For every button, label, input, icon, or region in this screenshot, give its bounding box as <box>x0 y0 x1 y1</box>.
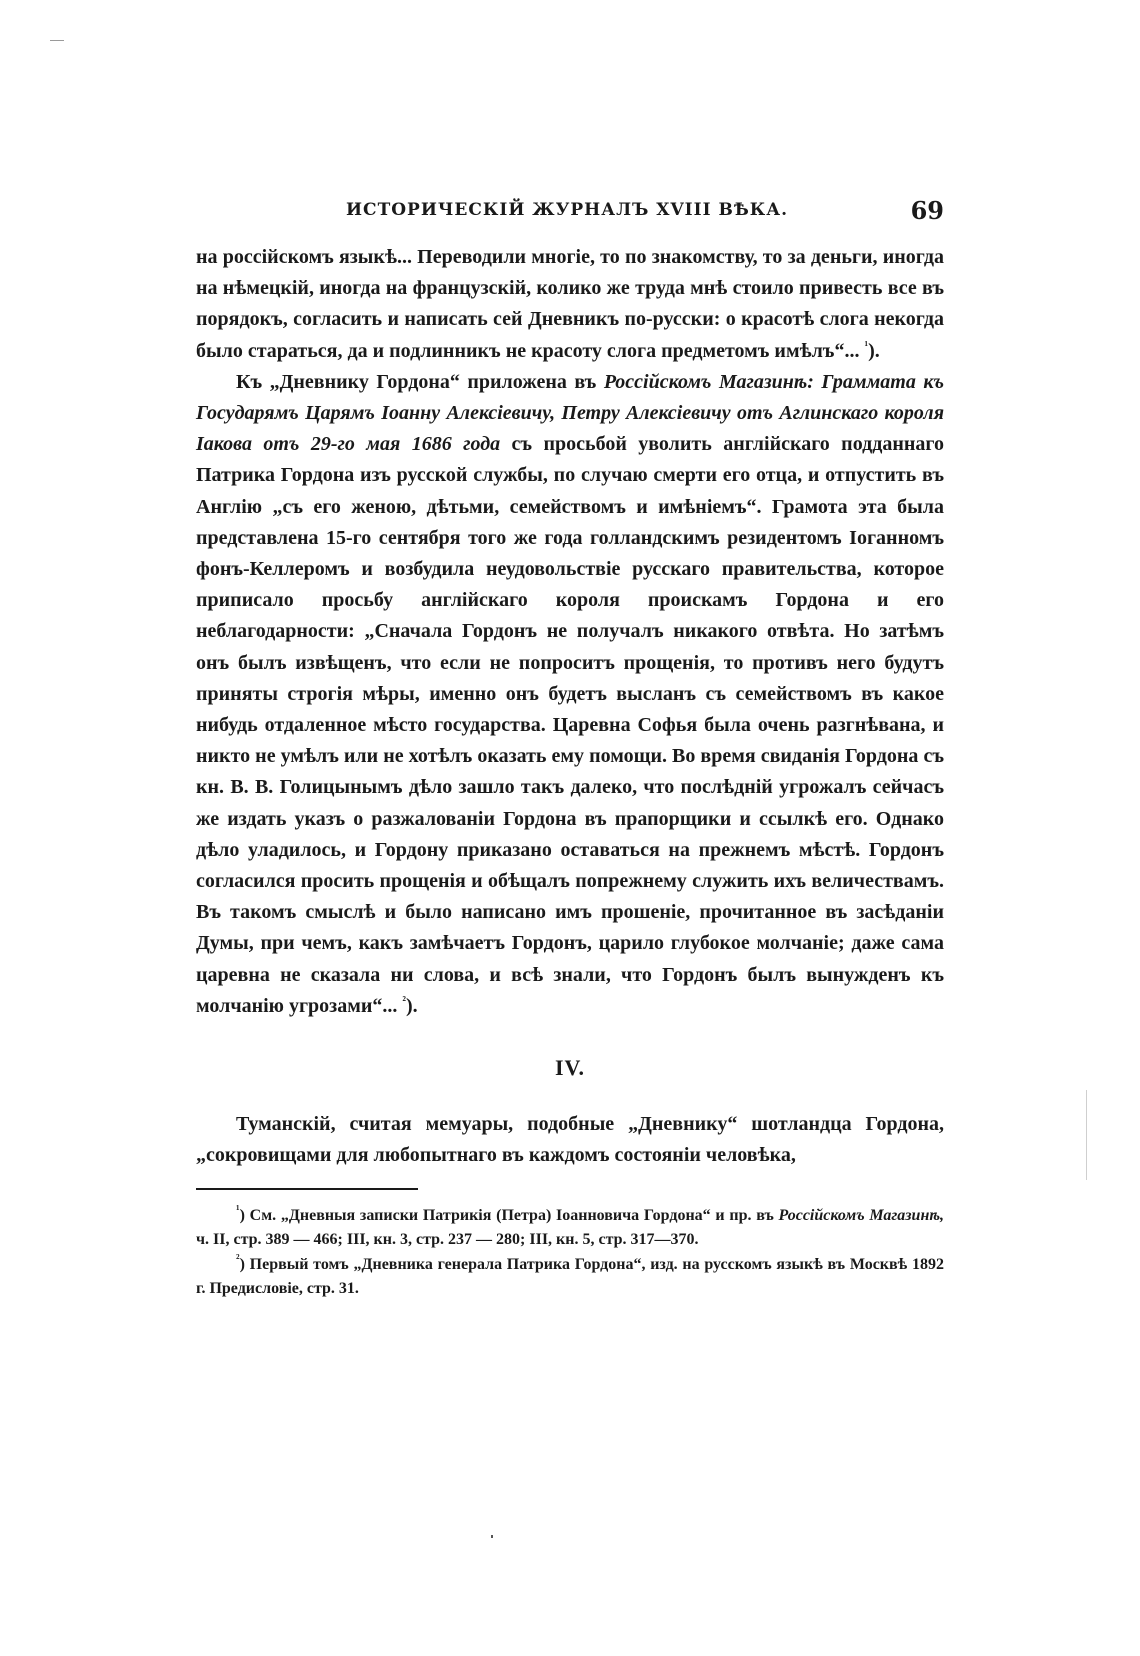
scan-mark <box>1086 1090 1087 1180</box>
footnote <box>196 1253 944 1302</box>
book-page <box>196 196 944 1301</box>
page-number: 69 <box>910 196 944 225</box>
running-head <box>196 196 944 232</box>
footnote-mark: ¹ <box>236 1202 240 1217</box>
footnote-text: ) См. „Дневныя записки Патрикія (Петра) Іоанновича Гордона“ и пр. въ <box>239 1206 779 1224</box>
paragraph: Туманскій, считая мемуары, подобные „Дневнику“ шотландца Гордона, „сокровищами для любопытнаго въ каждомъ состояніи человѣка, <box>196 1113 944 1167</box>
section-heading: IV. <box>554 1055 586 1081</box>
paragraph-text: ). <box>405 994 418 1017</box>
paragraph <box>196 242 944 367</box>
paragraph-text: съ просьбой уволить англійскаго подданнаго Патрика Гордона изъ русской службы, по случаю смерти его отца, и отпустить въ Англію „съ его женою, дѣтьми, семействомъ и имѣніемъ“. Грамота эта была представлена 15-го сентября того же года голландскимъ резидентомъ Іоганномъ фонъ-Келлеромъ и возбудила неудовольствіе русскаго правительства, которое приписало просьбу англійскаго короля проискамъ Гордона и его неблагодарности: „Сначала Гордонъ не получалъ никакого отвѣта. Но затѣмъ онъ былъ извѣщенъ, что если не попроситъ прощенія, то противъ него будутъ приняты строгія мѣры, именно онъ будетъ высланъ съ семействомъ въ какое нибудь отдаленное мѣсто государства. Царевна Софья была очень разгнѣвана, и никто не умѣлъ или не хотѣлъ оказать ему помощи. Во время свиданія Гордона съ кн. В. В. Голицынымъ дѣло зашло такъ далеко, что послѣдній угрожалъ сейчасъ же издать указъ о разжалованіи Гордона въ прапорщики и ссылкѣ его. Однако дѣло уладилось, и Гордону приказано оставаться на прежнемъ мѣстѣ. Гордонъ согласился просить прощенія и обѣщалъ попрежнему служить ихъ величествамъ. Въ такомъ смыслѣ и было написано имъ прошеніе, прочитанное въ засѣданіи Думы, при чемъ, какъ замѣчаетъ Гордонъ, царило глубокое молчаніе; даже сама царевна не сказала ни слова, и всѣ знали, что Гордонъ былъ вынужденъ къ молчанію угрозами“... <box>196 433 944 1017</box>
running-title: ИСТОРИЧЕСКІЙ ЖУРНАЛЪ XVIII ВѢКА. <box>346 200 789 220</box>
italic-citation: Россійскомъ Магазинѣ, <box>778 1206 944 1224</box>
scan-mark <box>491 1535 493 1538</box>
paragraph-text: на россійскомъ языкѣ... Переводили многіе, то по знакомству, то за деньги, иногда на нѣмецкій, иногда на французскій, колико же труда мнѣ стоило привесть все въ порядокъ, согласить и написать сей Дневникъ по-русски: о красотѣ слога некогда было стараться, да и подлинникъ не красоту слога предметомъ имѣлъ“... <box>196 246 944 362</box>
footnote-divider <box>196 1188 418 1190</box>
paragraph-text: ). <box>868 339 880 362</box>
footnote-mark: ² <box>236 1251 240 1266</box>
body-text <box>196 242 944 1172</box>
footnote <box>196 1204 944 1253</box>
footnote-text: ) Первый томъ „Дневника генерала Патрика Гордона“, изд. на русскомъ языкѣ въ Москвѣ 1892 г. Предисловіе, стр. 31. <box>196 1255 944 1297</box>
scan-mark <box>50 40 64 41</box>
footnote-text: ч. II, стр. 389 — 466; III, кн. 3, стр. 237 — 280; III, кн. 5, стр. 317—370. <box>196 1231 699 1249</box>
paragraph <box>196 367 944 1022</box>
footnote-ref: ¹ <box>864 337 869 352</box>
italic-citation: Россійскомъ Магазинѣ: Граммата къ Государямъ Царямъ Іоанну Алексіевичу, Петру Алексіевичу отъ Аглинскаго короля Іакова отъ 29-го мая 1686 года <box>196 370 944 456</box>
footnotes <box>196 1204 944 1302</box>
paragraph-text: Къ „Дневнику Гордона“ приложена въ <box>236 370 604 393</box>
footnote-ref: ² <box>402 993 406 1008</box>
